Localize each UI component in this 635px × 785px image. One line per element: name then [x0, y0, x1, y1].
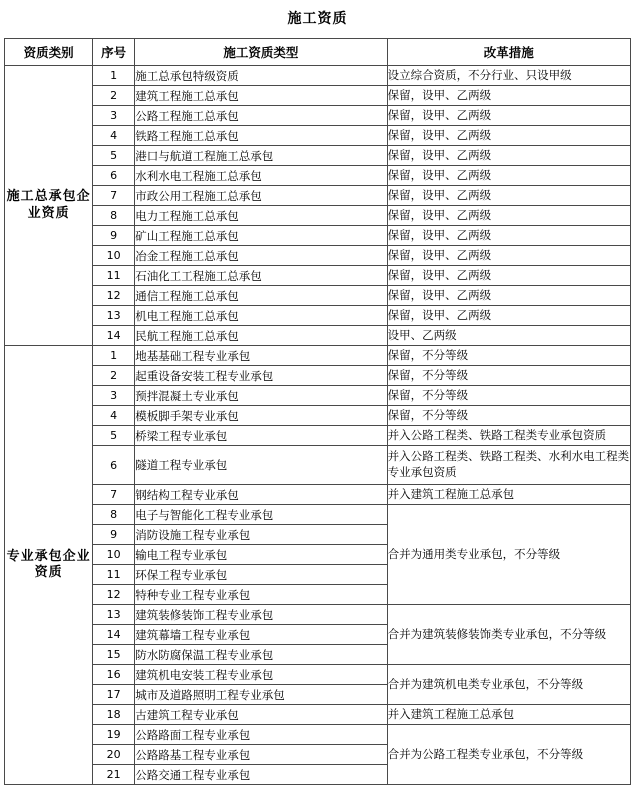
reform-measure: 保留，设甲、乙两级 [387, 126, 630, 146]
row-number: 10 [93, 545, 135, 565]
table-row [5, 386, 631, 406]
table-row [5, 366, 631, 386]
reform-measure: 保留，不分等级 [387, 406, 630, 426]
qualification-type: 施工总承包特级资质 [135, 66, 387, 86]
reform-measure: 合并为建筑装修装饰类专业承包，不分等级 [387, 605, 630, 665]
row-number: 12 [93, 286, 135, 306]
reform-measure: 保留，设甲、乙两级 [387, 246, 630, 266]
reform-measure: 合并为公路工程类专业承包，不分等级 [387, 725, 630, 785]
row-number: 12 [93, 585, 135, 605]
row-number: 13 [93, 306, 135, 326]
qualification-type: 古建筑工程专业承包 [135, 705, 387, 725]
qualification-type: 建筑机电安装工程专业承包 [135, 665, 387, 685]
row-number: 18 [93, 705, 135, 725]
reform-measure: 保留，设甲、乙两级 [387, 266, 630, 286]
row-number: 2 [93, 366, 135, 386]
table-row [5, 286, 631, 306]
category-label: 施工总承包企业资质 [6, 189, 91, 221]
row-number: 8 [93, 505, 135, 525]
row-number: 5 [93, 146, 135, 166]
qualification-type: 公路路基工程专业承包 [135, 745, 387, 765]
qualification-type: 水利水电工程施工总承包 [135, 166, 387, 186]
row-number: 3 [93, 106, 135, 126]
reform-measure: 保留，设甲、乙两级 [387, 186, 630, 206]
header-category: 资质类别 [5, 39, 93, 66]
table-row [5, 485, 631, 505]
row-number: 7 [93, 186, 135, 206]
reform-measure: 保留，设甲、乙两级 [387, 166, 630, 186]
row-number: 3 [93, 386, 135, 406]
row-number: 9 [93, 525, 135, 545]
reform-measure: 并入公路工程类、铁路工程类、水利水电工程类专业承包资质 [387, 446, 630, 485]
table-row [5, 266, 631, 286]
reform-measure: 合并为通用类专业承包，不分等级 [387, 505, 630, 605]
row-number: 13 [93, 605, 135, 625]
row-number: 5 [93, 426, 135, 446]
qualification-type: 公路交通工程专业承包 [135, 765, 387, 785]
reform-measure: 保留，设甲、乙两级 [387, 206, 630, 226]
row-number: 14 [93, 625, 135, 645]
qualification-type: 公路路面工程专业承包 [135, 725, 387, 745]
row-number: 15 [93, 645, 135, 665]
construction-qualification-table [4, 38, 631, 785]
row-number: 1 [93, 66, 135, 86]
qualification-type: 建筑装修装饰工程专业承包 [135, 605, 387, 625]
qualification-type: 环保工程专业承包 [135, 565, 387, 585]
reform-measure: 保留，不分等级 [387, 386, 630, 406]
row-number: 4 [93, 126, 135, 146]
table-header [5, 39, 631, 66]
qualification-type: 港口与航道工程施工总承包 [135, 146, 387, 166]
category-cell [5, 346, 93, 785]
table-row [5, 346, 631, 366]
qualification-type: 预拌混凝土专业承包 [135, 386, 387, 406]
table-row [5, 166, 631, 186]
qualification-type: 防水防腐保温工程专业承包 [135, 645, 387, 665]
qualification-type: 电子与智能化工程专业承包 [135, 505, 387, 525]
qualification-type: 城市及道路照明工程专业承包 [135, 685, 387, 705]
table-row [5, 126, 631, 146]
reform-measure: 并入建筑工程施工总承包 [387, 705, 630, 725]
row-number: 11 [93, 565, 135, 585]
reform-measure: 保留，设甲、乙两级 [387, 306, 630, 326]
table-row [5, 146, 631, 166]
row-number: 2 [93, 86, 135, 106]
qualification-type: 通信工程施工总承包 [135, 286, 387, 306]
qualification-type: 特种专业工程专业承包 [135, 585, 387, 605]
row-number: 11 [93, 266, 135, 286]
table-row [5, 426, 631, 446]
row-number: 6 [93, 446, 135, 485]
qualification-type: 桥梁工程专业承包 [135, 426, 387, 446]
reform-measure: 保留，不分等级 [387, 366, 630, 386]
table-row [5, 66, 631, 86]
qualification-type: 民航工程施工总承包 [135, 326, 387, 346]
reform-measure: 保留，设甲、乙两级 [387, 86, 630, 106]
table-header-row [5, 39, 631, 66]
qualification-type: 电力工程施工总承包 [135, 206, 387, 226]
table-row [5, 326, 631, 346]
qualification-type: 机电工程施工总承包 [135, 306, 387, 326]
qualification-type: 冶金工程施工总承包 [135, 246, 387, 266]
qualification-type: 钢结构工程专业承包 [135, 485, 387, 505]
table-row [5, 246, 631, 266]
row-number: 10 [93, 246, 135, 266]
qualification-type: 隧道工程专业承包 [135, 446, 387, 485]
reform-measure: 保留，设甲、乙两级 [387, 226, 630, 246]
header-no: 序号 [93, 39, 135, 66]
reform-measure: 保留，不分等级 [387, 346, 630, 366]
category-label: 专业承包企业资质 [6, 548, 91, 580]
table-row [5, 446, 631, 485]
table-row [5, 605, 631, 625]
qualification-type: 输电工程专业承包 [135, 545, 387, 565]
row-number: 8 [93, 206, 135, 226]
reform-measure: 并入建筑工程施工总承包 [387, 485, 630, 505]
row-number: 4 [93, 406, 135, 426]
table-body [5, 66, 631, 785]
table-row [5, 705, 631, 725]
row-number: 16 [93, 665, 135, 685]
table-row [5, 505, 631, 525]
category-cell [5, 66, 93, 346]
table-row [5, 226, 631, 246]
qualification-type: 消防设施工程专业承包 [135, 525, 387, 545]
header-reform: 改革措施 [387, 39, 630, 66]
reform-measure: 并入公路工程类、铁路工程类专业承包资质 [387, 426, 630, 446]
table-row [5, 106, 631, 126]
row-number: 7 [93, 485, 135, 505]
table-row [5, 725, 631, 745]
page-title: 施工资质 [287, 11, 348, 27]
table-row [5, 306, 631, 326]
qualification-type: 地基基础工程专业承包 [135, 346, 387, 366]
row-number: 1 [93, 346, 135, 366]
qualification-type: 建筑工程施工总承包 [135, 86, 387, 106]
qualification-type: 公路工程施工总承包 [135, 106, 387, 126]
qualification-type: 起重设备安装工程专业承包 [135, 366, 387, 386]
reform-measure: 设甲、乙两级 [387, 326, 630, 346]
row-number: 9 [93, 226, 135, 246]
qualification-type: 矿山工程施工总承包 [135, 226, 387, 246]
table-row [5, 186, 631, 206]
qualification-type: 建筑幕墙工程专业承包 [135, 625, 387, 645]
table-row [5, 665, 631, 685]
table-row [5, 86, 631, 106]
qualification-type: 模板脚手架专业承包 [135, 406, 387, 426]
table-row [5, 206, 631, 226]
row-number: 19 [93, 725, 135, 745]
qualification-type: 市政公用工程施工总承包 [135, 186, 387, 206]
qualification-type: 铁路工程施工总承包 [135, 126, 387, 146]
qualification-type: 石油化工工程施工总承包 [135, 266, 387, 286]
table-row [5, 406, 631, 426]
row-number: 21 [93, 765, 135, 785]
reform-measure: 保留，设甲、乙两级 [387, 146, 630, 166]
row-number: 6 [93, 166, 135, 186]
row-number: 20 [93, 745, 135, 765]
header-type: 施工资质类型 [135, 39, 387, 66]
row-number: 17 [93, 685, 135, 705]
row-number: 14 [93, 326, 135, 346]
reform-measure: 保留，设甲、乙两级 [387, 106, 630, 126]
reform-measure: 设立综合资质，不分行业、只设甲级 [387, 66, 630, 86]
reform-measure: 保留，设甲、乙两级 [387, 286, 630, 306]
reform-measure: 合并为建筑机电类专业承包，不分等级 [387, 665, 630, 705]
